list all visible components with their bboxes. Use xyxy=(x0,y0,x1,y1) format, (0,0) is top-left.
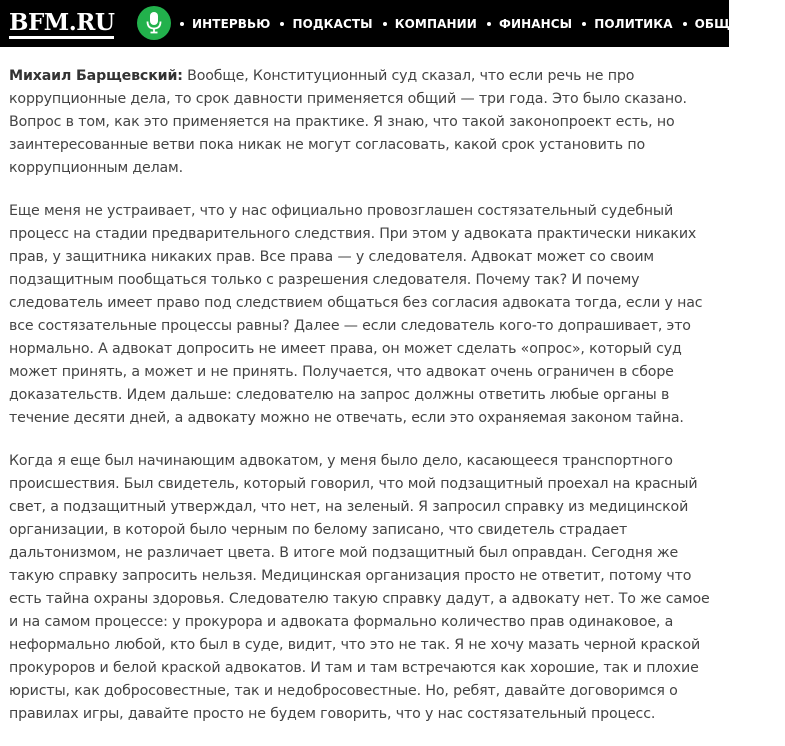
site-logo[interactable]: BFM.RU xyxy=(9,10,114,39)
nav-item-label: ФИНАНСЫ xyxy=(498,16,573,31)
article-paragraph xyxy=(9,450,714,726)
nav-item-companies[interactable] xyxy=(383,17,477,31)
paragraph-text: Вообще, Конституционный суд сказал, что если речь не про коррупционные дела, то срок давности применяется общий — три года. Это было сказано. Вопрос в том, как это применяется на практике. Я знаю, что такой законопроект есть, но заинтересованные ветви пока никак не могут согласовать, какой срок установить по коррупционным делам. xyxy=(9,68,687,176)
bullet-dot-icon xyxy=(180,22,184,26)
article-body xyxy=(9,65,714,746)
speaker-name: Михаил Барщевский: xyxy=(9,68,183,84)
nav-item-podcasts[interactable] xyxy=(280,17,372,31)
microphone-button[interactable] xyxy=(137,6,171,40)
article-paragraph xyxy=(9,65,714,180)
article-paragraph xyxy=(9,200,714,430)
nav-item-label: ИНТЕРВЬЮ xyxy=(192,16,271,31)
top-navigation-bar xyxy=(0,0,776,47)
nav-item-society[interactable] xyxy=(683,17,776,31)
paragraph-text: Когда я еще был начинающим адвокатом, у меня было дело, касающееся транспортного происшествия. Был свидетель, который говорил, что мой подзащитный проехал на красный свет, а подзащитный утверждал, что нет, на зеленый. Я запросил справку из медицинской организации, в которой было черным по белому записано, что свидетель страдает дальтонизмом, не различает цвета. В итоге мой подзащитный был оправдан. Сегодня же такую справку запросить нельзя. Медицинская организация просто не ответит, потому что есть тайна охраны здоровья. Следователю такую справку дадут, а адвокату нет. То же самое и на самом процессе: у прокурора и адвоката формально количество прав одинаковое, а неформально любой, кто был в суде, видит, что это не так. Я не хочу мазать черной краской прокуроров и белой краской адвокатов. И там и там встречаются как хорошие, так и плохие юристы, как добросовестные, так и недобросовестные. Но, ребят, давайте договоримся о правилах игры, давайте просто не будем говорить, что у нас состязательный процесс. xyxy=(9,453,710,722)
nav-item-politics[interactable] xyxy=(582,17,672,31)
nav-item-interviews[interactable] xyxy=(180,17,270,31)
bullet-dot-icon xyxy=(383,22,387,26)
bullet-dot-icon xyxy=(280,22,284,26)
bullet-dot-icon xyxy=(582,22,586,26)
nav-item-label: ПОЛИТИКА xyxy=(594,16,673,31)
nav-item-label: ПОДКАСТЫ xyxy=(292,16,373,31)
nav-item-label: КОМПАНИИ xyxy=(394,16,477,31)
nav-item-finance[interactable] xyxy=(487,17,572,31)
microphone-icon xyxy=(146,12,162,34)
paragraph-text: Еще меня не устраивает, что у нас официально провозглашен состязательный судебный процесс на стадии предварительного следствия. При этом у адвоката практически никаких прав, у защитника никаких прав. Все права — у следователя. Адвокат может со своим подзащитным пообщаться только с разрешения следователя. Почему так? И почему следователь имеет право под следствием общаться без согласия адвоката тогда, если у нас все состязательные процессы равны? Далее — если следователь кого-то допрашивает, это нормально. А адвокат допросить не имеет права, он может сделать «опрос», который суд может принять, а может и не принять. Получается, что адвокат очень ограничен в сборе доказательств. Идем дальше: следователю на запрос должны ответить любые органы в течение десяти дней, а адвокату можно не отвечать, если это охраняемая законом тайна. xyxy=(9,203,703,426)
bullet-dot-icon xyxy=(487,22,491,26)
main-nav xyxy=(180,0,785,47)
bullet-dot-icon xyxy=(683,22,687,26)
nav-item-label: ОБЩЕСТВО xyxy=(694,16,776,31)
